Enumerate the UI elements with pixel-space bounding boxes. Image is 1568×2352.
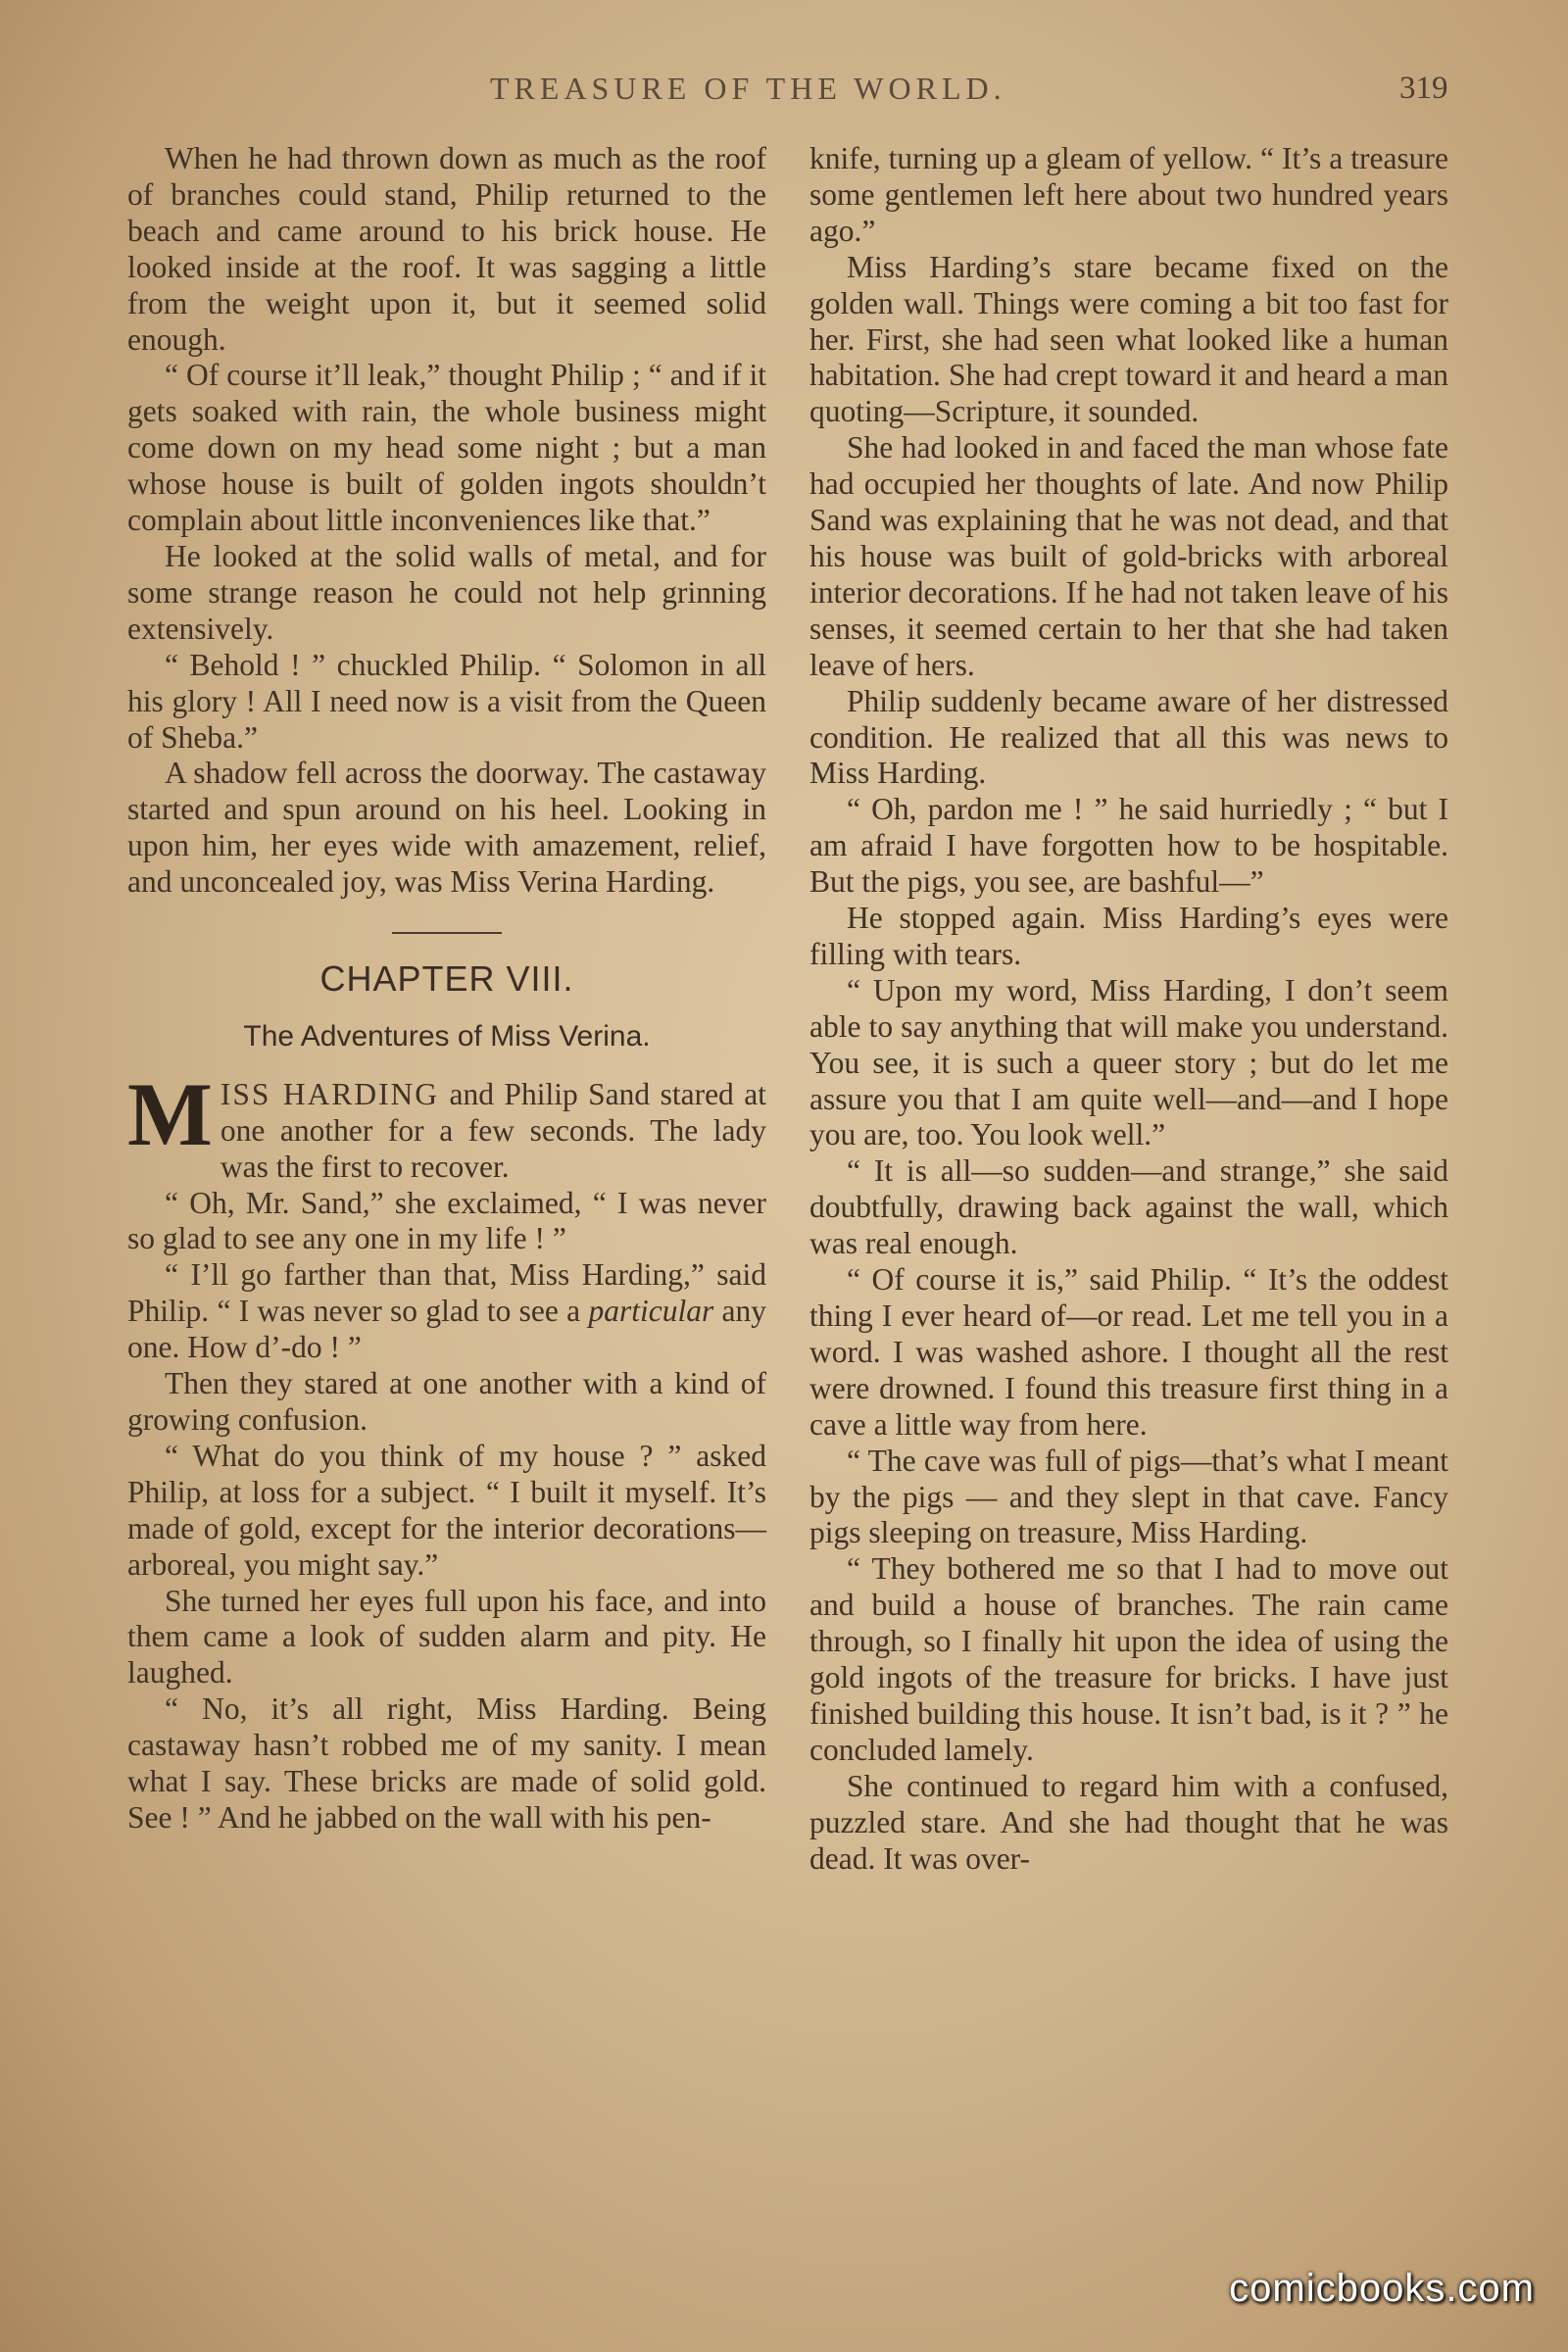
chapter-number: CHAPTER VIII. (319, 958, 574, 1000)
right-column (809, 141, 1448, 1878)
small-caps-name: ISS HARDING (220, 1076, 440, 1111)
chapter-divider (392, 932, 502, 934)
paragraph: “ It is all—so sudden—and strange,” she said doubtfully, drawing back against the wall, which was real enough. (809, 1153, 1448, 1261)
paragraph (127, 1257, 766, 1366)
paragraph: Philip suddenly became aware of her distressed condition. He realized that all this was news to Miss Harding. (809, 683, 1448, 791)
paragraph: “ The cave was full of pigs—that’s what I meant by the pigs — and they slept in that cave. Fancy pigs sleeping on treasure, Miss Harding. (809, 1443, 1448, 1550)
site-watermark: comicbooks.com (1229, 2267, 1535, 2310)
paragraph: She turned her eyes full upon his face, and into them came a look of sudden alarm and pity. He laughed. (127, 1583, 766, 1690)
paragraph: A shadow fell across the doorway. The castaway started and spun around on his heel. Looking in upon him, her eyes wide with amazement, relief, and unconcealed joy, was Miss Verina Harding. (127, 756, 766, 900)
paragraph: knife, turning up a gleam of yellow. “ It’s a treasure some gentlemen left here about two hundred years ago.” (809, 141, 1448, 248)
paragraph: “ Of course it is,” said Philip. “ It’s the oddest thing I ever heard of—or read. Let me tell you in a word. I was washed ashore. I thought all the rest were drowned. I found this treasure first thing in a cave a little way from here. (809, 1262, 1448, 1442)
chapter-title: The Adventures of Miss Verina. (243, 1019, 651, 1053)
paragraph: Miss Harding’s stare became fixed on the golden wall. Things were coming a bit too fast for her. First, she had seen what looked like a human habitation. She had crept toward it and heard a man quoting—Scripture, it sounded. (809, 249, 1448, 429)
paragraph: “ Oh, pardon me ! ” he said hurriedly ; “ but I am afraid I have forgotten how to be hospitable. But the pigs, you see, are bashful—” (809, 792, 1448, 900)
paragraph-text: any one. How d’-do ! ” (127, 1294, 766, 1365)
page-number: 319 (1399, 71, 1448, 106)
drop-cap: M (127, 1063, 213, 1164)
paragraph: Then they stared at one another with a kind of growing confusion. (127, 1366, 766, 1437)
paragraph: He looked at the solid walls of metal, and for some strange reason he could not help grinning extensively. (127, 538, 766, 646)
paragraph: “ No, it’s all right, Miss Harding. Being castaway hasn’t robbed me of my sanity. I mean what I say. These bricks are made of solid gold. See ! ” And he jabbed on the wall with his pen- (127, 1691, 766, 1835)
left-column (127, 141, 766, 1837)
chapter-opening-paragraph (127, 1063, 766, 1186)
paragraph: When he had thrown down as much as the roof of branches could stand, Philip returned to the beach and came around to his brick house. He looked inside at the roof. It was sagging a little from the weight upon it, but it seemed solid enough. (127, 141, 766, 357)
paragraph: “ What do you think of my house ? ” asked Philip, at loss for a subject. “ I built it myself. It’s made of gold, except for the interior decorations—arboreal, you might say.” (127, 1438, 766, 1582)
paragraph: “ Upon my word, Miss Harding, I don’t seem able to say anything that will make you understand. You see, it is such a queer story ; but do let me assure you that I am quite well—and—and I hope you are, too. You look well.” (809, 972, 1448, 1152)
paragraph: “ Of course it’ll leak,” thought Philip ; “ and if it gets soaked with rain, the whole business might come down on my head some night ; but a man whose house is built of golden ingots shouldn’t complain about little inconveniences like that.” (127, 358, 766, 538)
paragraph: She continued to regard him with a confused, puzzled stare. And she had thought that he was dead. It was over- (809, 1768, 1448, 1876)
paragraph-text: and Philip Sand stared at one another for a few seconds. The lady was the first to recover. (220, 1076, 766, 1184)
paragraph: She had looked in and faced the man whose fate had occupied her thoughts of late. And now Philip Sand was explaining that he was not dead, and that his house was built of gold-bricks with arboreal interior decorations. If he had not taken leave of his senses, it seemed certain to her that she had taken leave of hers. (809, 430, 1448, 682)
paragraph: “ Behold ! ” chuckled Philip. “ Solomon in all his glory ! All I need now is a visit from the Queen of Sheba.” (127, 647, 766, 755)
paragraph: He stopped again. Miss Harding’s eyes were filling with tears. (809, 901, 1448, 971)
italic-word: particular (588, 1294, 714, 1329)
paragraph: “ Oh, Mr. Sand,” she exclaimed, “ I was never so glad to see any one in my life ! ” (127, 1185, 766, 1256)
paragraph-text: “ I’ll go farther than that, Miss Harding,” said Philip. “ I was never so glad to see a (127, 1257, 766, 1329)
page-header (0, 71, 1568, 120)
running-title: TREASURE OF THE WORLD. (490, 71, 1006, 106)
paragraph: “ They bothered me so that I had to move out and build a house of branches. The rain came through, so I finally hit upon the idea of using the gold ingots of the treasure for bricks. I have just finished building this house. It isn’t bad, is it ? ” he concluded lamely. (809, 1551, 1448, 1767)
